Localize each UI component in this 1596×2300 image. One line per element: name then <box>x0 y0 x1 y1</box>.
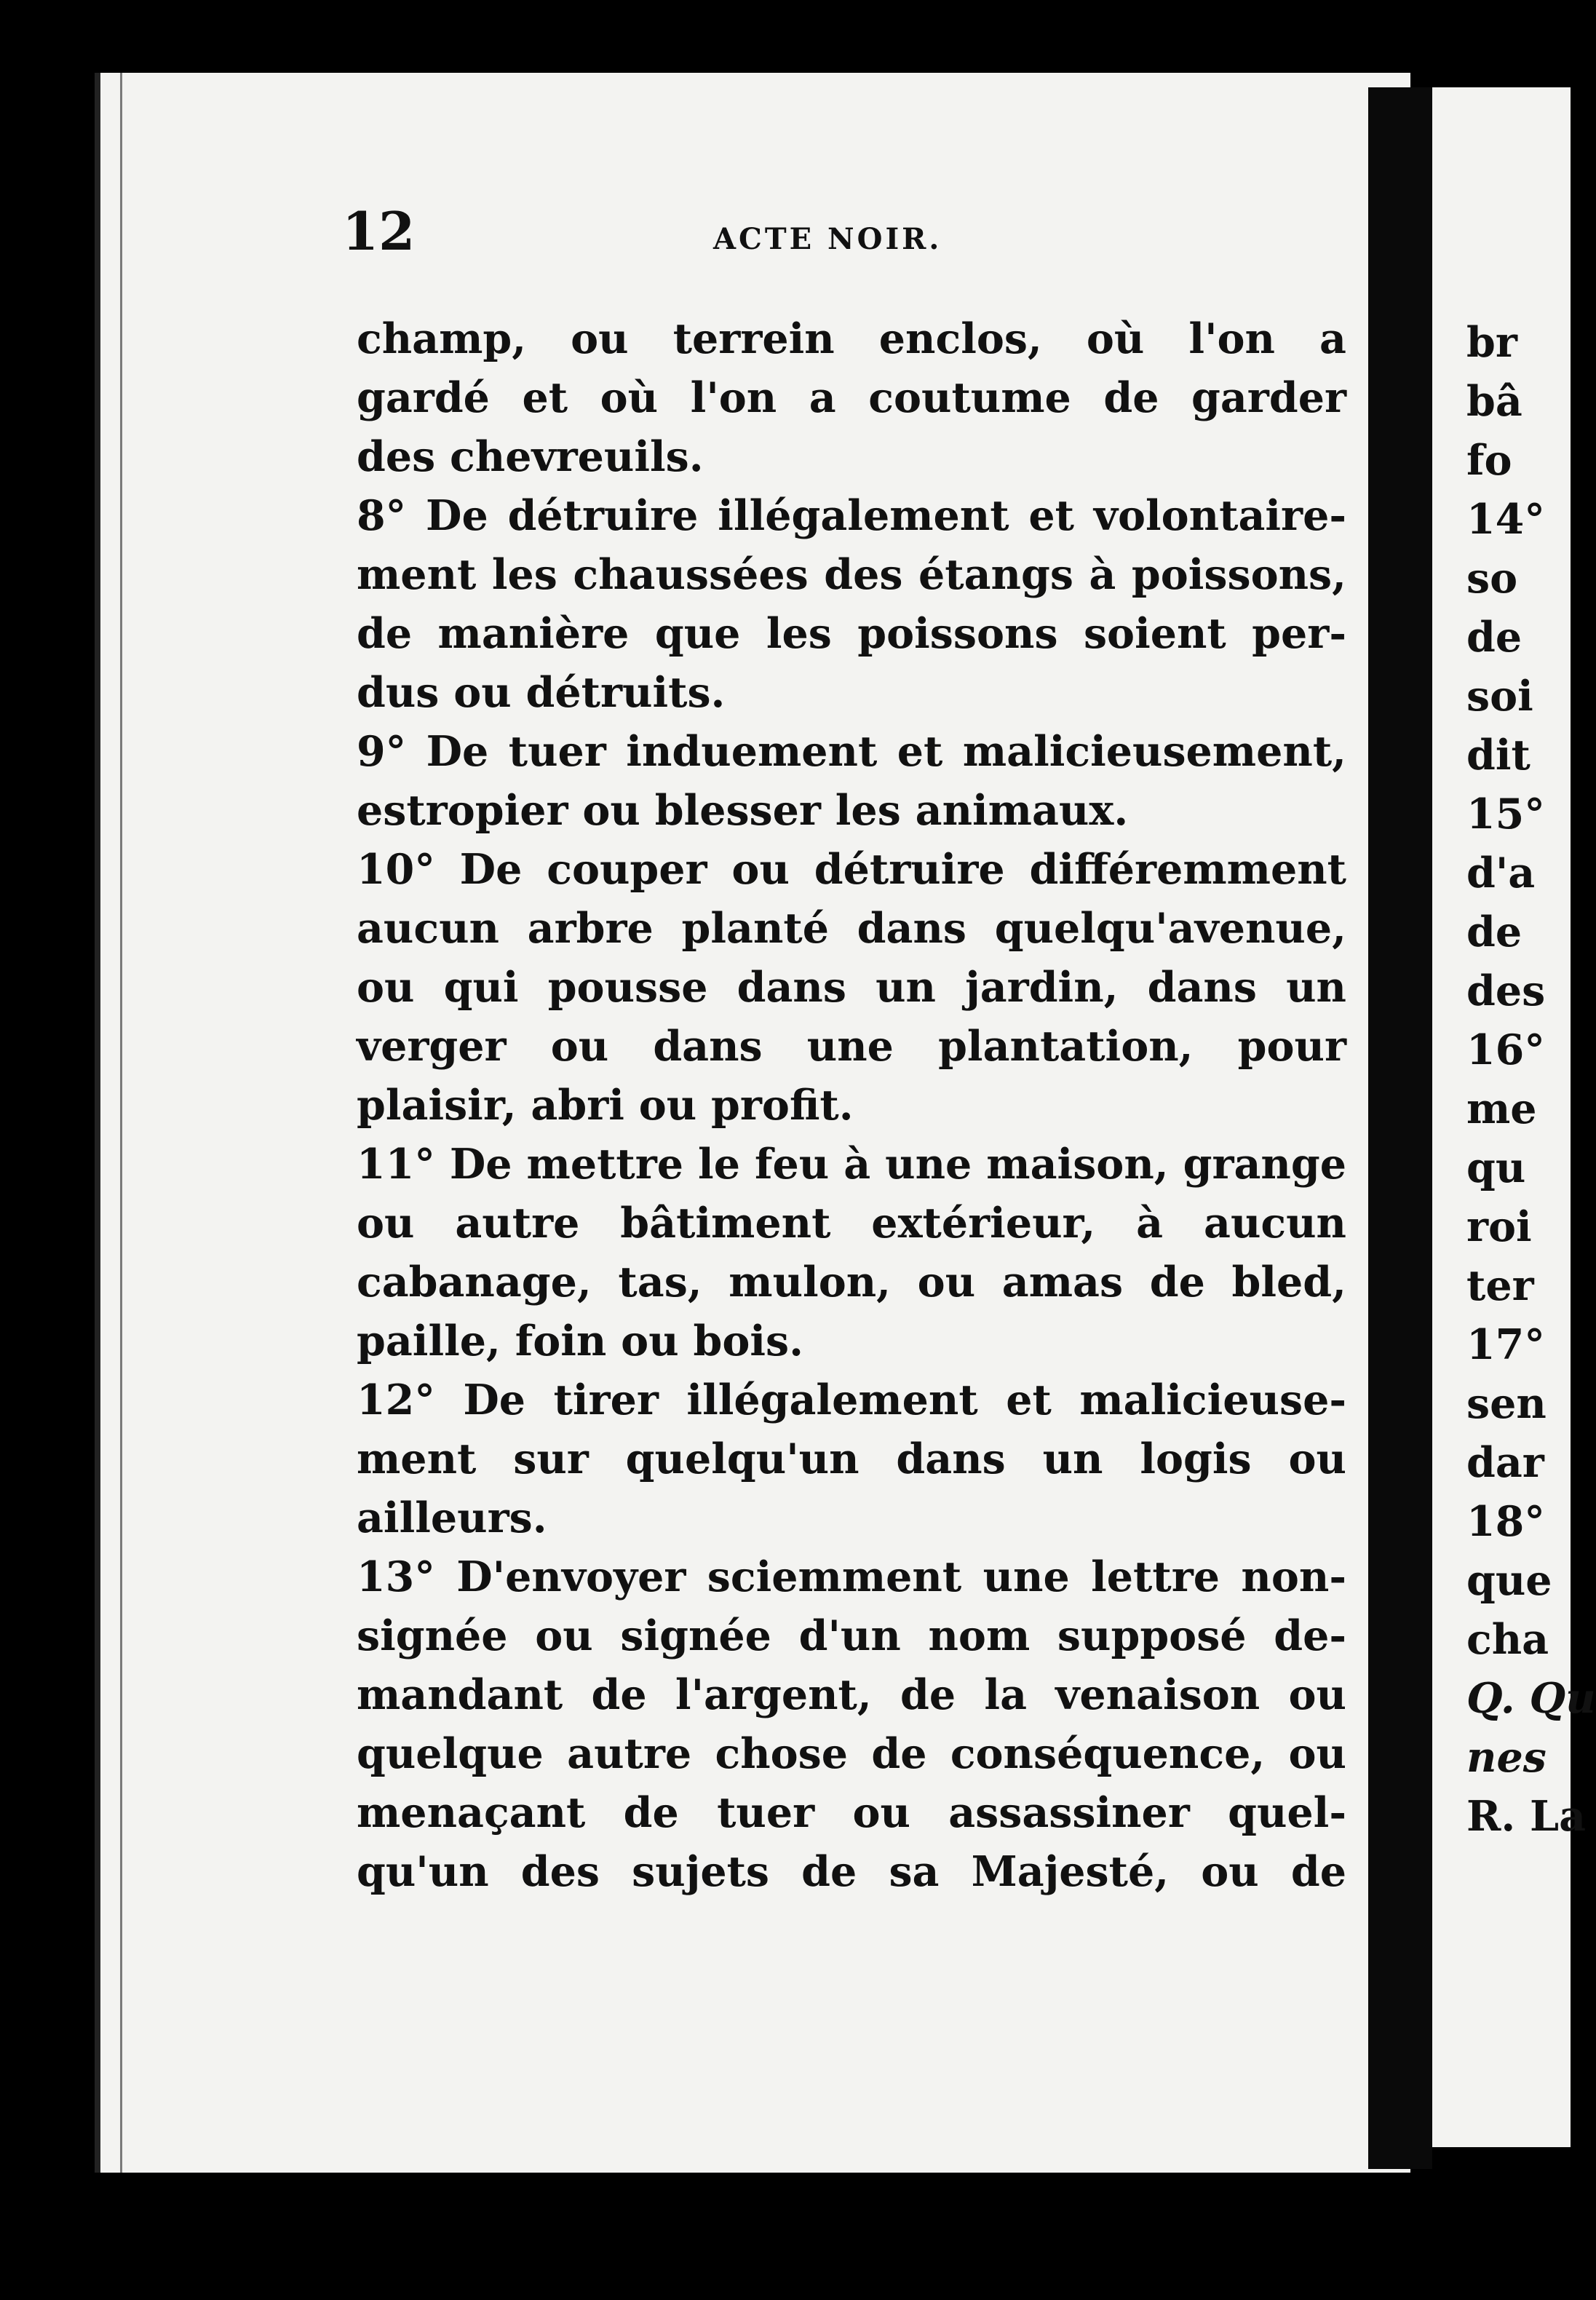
right-text-line: 14° <box>1466 495 1545 544</box>
right-text-line: 16° <box>1466 1026 1545 1074</box>
page-header <box>342 200 1346 273</box>
text-line: ou autre bâtiment extérieur, à aucun <box>357 1199 1346 1248</box>
text-line: ou qui pousse dans un jardin, dans un <box>357 963 1346 1012</box>
right-text-line: qu <box>1466 1143 1526 1192</box>
right-text-line: 15° <box>1466 790 1545 838</box>
text-line: des chevreuils. <box>357 432 704 481</box>
body-text <box>357 309 1346 1901</box>
right-text-line: de <box>1466 908 1522 956</box>
right-text-line: des <box>1466 967 1546 1015</box>
text-line: dus ou détruits. <box>357 668 726 717</box>
right-text-line: fo <box>1466 436 1512 485</box>
text-line: paille, foin ou bois. <box>357 1317 803 1365</box>
right-text-line: cha <box>1466 1615 1549 1664</box>
right-text-line: soi <box>1466 672 1533 721</box>
text-line: 11° De mettre le feu à une maison, grange <box>357 1140 1346 1189</box>
page-number: 12 <box>342 200 416 262</box>
text-line: 12° De tirer illégalement et malicieuse- <box>357 1376 1346 1424</box>
right-text-line: bâ <box>1466 377 1522 426</box>
text-line: plaisir, abri ou profit. <box>357 1081 854 1130</box>
right-text-line: dar <box>1466 1438 1544 1487</box>
text-line: aucun arbre planté dans quelqu'avenue, <box>357 904 1346 953</box>
text-line: 13° D'envoyer sciemment une lettre non- <box>357 1552 1346 1601</box>
right-text-line: R. La <box>1466 1792 1587 1841</box>
text-line: ment les chaussées des étangs à poissons, <box>357 550 1346 599</box>
right-text-line: roi <box>1466 1202 1532 1251</box>
right-text-line: 18° <box>1466 1497 1545 1546</box>
right-text-line: de <box>1466 613 1522 662</box>
text-line: 10° De couper ou détruire différemment <box>357 845 1346 894</box>
right-text-line: ter <box>1466 1261 1534 1310</box>
book-gutter <box>1368 87 1432 2169</box>
right-text-line: br <box>1466 318 1517 367</box>
running-head: ACTE NOIR. <box>713 222 942 256</box>
text-line: cabanage, tas, mulon, ou amas de bled, <box>357 1258 1346 1306</box>
right-text-line: d'a <box>1466 849 1536 897</box>
text-line: de manière que les poissons soient per- <box>357 609 1346 658</box>
text-line: ailleurs. <box>357 1494 547 1542</box>
text-line: mandant de l'argent, de la venaison ou <box>357 1670 1346 1719</box>
text-line: quelque autre chose de conséquence, ou <box>357 1729 1346 1778</box>
text-line: verger ou dans une plantation, pour <box>357 1022 1346 1071</box>
text-line: 9° De tuer induement et malicieusement, <box>357 727 1346 776</box>
text-line: signée ou signée d'un nom supposé de- <box>357 1611 1346 1660</box>
right-text-line: me <box>1466 1084 1537 1133</box>
right-text-line: sen <box>1466 1379 1547 1428</box>
text-line: ment sur quelqu'un dans un logis ou <box>357 1435 1346 1483</box>
right-text-line: dit <box>1466 731 1531 780</box>
text-line: gardé et où l'on a coutume de garder <box>357 373 1346 422</box>
right-page-text <box>1466 313 1596 1846</box>
text-line: estropier ou blesser les animaux. <box>357 786 1129 835</box>
text-line: champ, ou terrein enclos, où l'on a <box>357 314 1346 363</box>
text-line: menaçant de tuer ou assassiner quel- <box>357 1788 1346 1837</box>
text-line: 8° De détruire illégalement et volontaire- <box>357 491 1346 540</box>
text-line: qu'un des sujets de sa Majesté, ou de <box>357 1847 1346 1896</box>
right-text-line: 17° <box>1466 1320 1545 1369</box>
right-text-line: que <box>1466 1556 1552 1605</box>
right-text-line: nes <box>1466 1733 1547 1782</box>
right-text-line: Q. Qu <box>1466 1674 1596 1723</box>
page-edge-line <box>120 73 122 2173</box>
right-text-line: so <box>1466 554 1518 603</box>
